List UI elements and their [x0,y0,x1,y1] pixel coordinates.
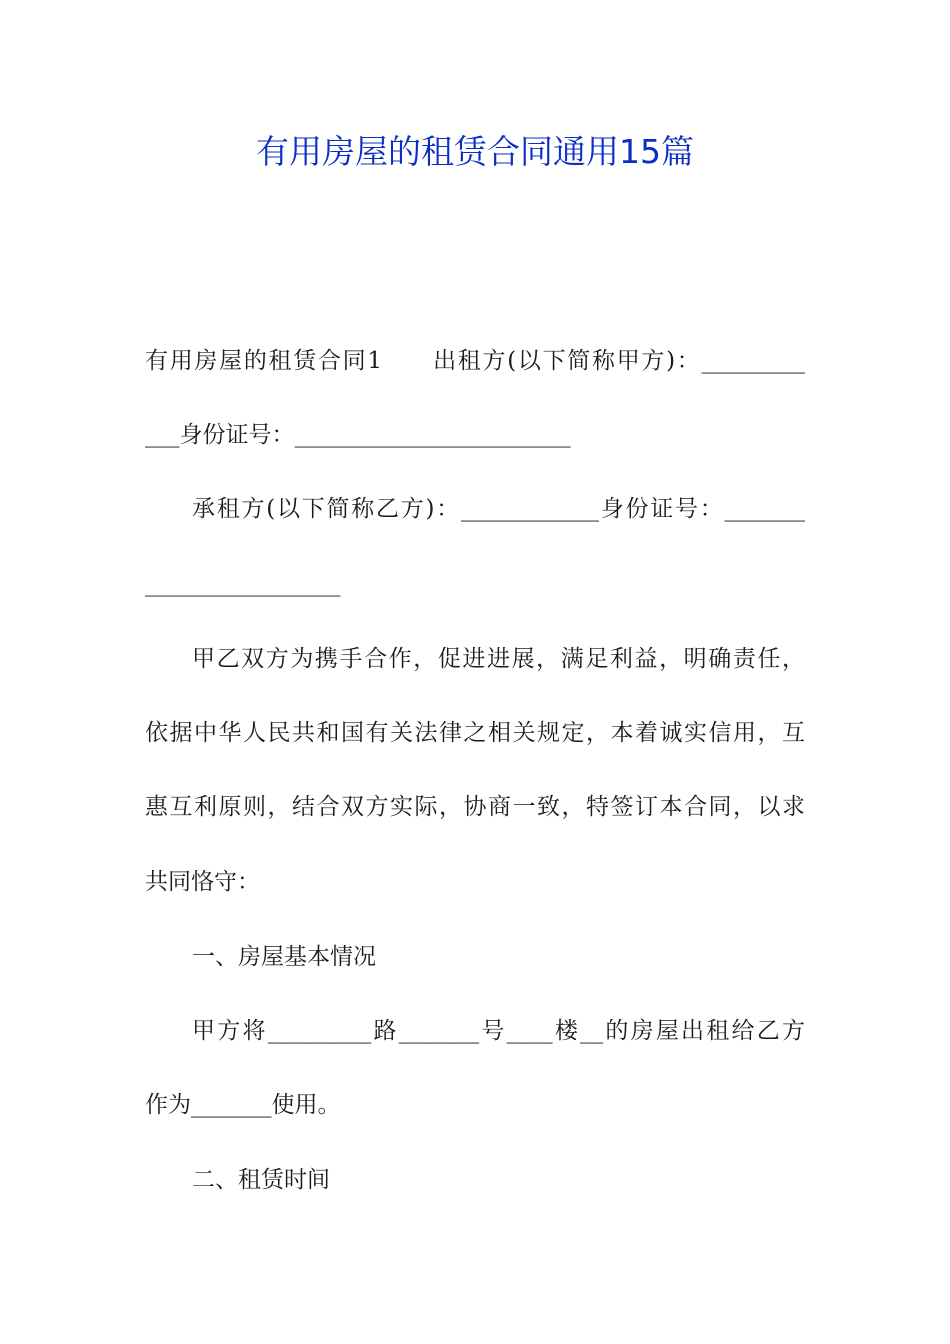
paragraph-line: _________________ [145,571,341,597]
paragraph-line: 惠互利原则，结合双方实际，协商一致，特签订本合同，以求 [145,794,805,820]
paragraph-line: 有用房屋的租赁合同1 出租方(以下简称甲方)：_________ [145,348,805,374]
section-heading: 二、租赁时间 [192,1167,330,1193]
document-title: 有用房屋的租赁合同通用15篇 [256,132,694,171]
paragraph-line: 共同恪守： [145,869,260,895]
paragraph-line: 依据中华人民共和国有关法律之相关规定，本着诚实信用，互 [145,720,805,746]
section-heading: 一、房屋基本情况 [192,944,376,970]
paragraph-line: ___身份证号：________________________ [145,422,571,448]
paragraph-line: 甲方将_________路_______号____楼__的房屋出租给乙方 [192,1018,805,1044]
paragraph-line: 承租方(以下简称乙方)：____________身份证号：_______ [192,496,805,522]
paragraph-line: 作为_______使用。 [145,1092,341,1118]
paragraph-line: 甲乙双方为携手合作，促进进展，满足利益，明确责任， [192,646,805,672]
